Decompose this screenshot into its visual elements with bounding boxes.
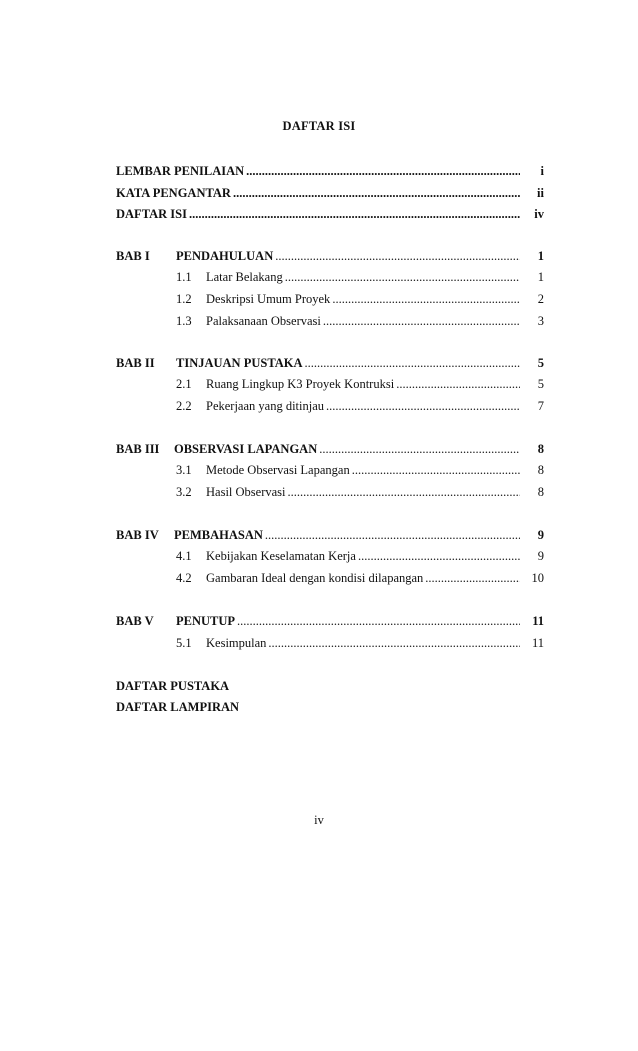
toc-subentry xyxy=(176,312,544,330)
toc-subentry xyxy=(176,375,544,393)
subentry-title: Gambaran Ideal dengan kondisi dilapangan xyxy=(206,571,424,585)
chapter-page: 11 xyxy=(532,614,544,628)
subentry-title: Kesimpulan xyxy=(206,636,267,650)
subentry-page: 3 xyxy=(537,314,544,328)
dot-leader xyxy=(358,547,520,565)
toc-subentry xyxy=(176,569,544,587)
subentry-title: Kebijakan Keselamatan Kerja xyxy=(206,549,356,563)
subentry-number: 4.1 xyxy=(176,549,192,563)
toc-subentry xyxy=(176,634,544,652)
chapter-page: 9 xyxy=(537,528,544,542)
toc-subentry xyxy=(176,547,544,565)
dot-leader xyxy=(288,483,521,501)
chapter-page: 8 xyxy=(537,442,544,456)
dot-leader xyxy=(396,375,520,393)
chapter-number: BAB II xyxy=(116,356,155,370)
toc-chapter xyxy=(116,526,544,544)
chapter-page: 1 xyxy=(537,249,544,263)
toc-subentry xyxy=(176,290,544,308)
subentry-number: 2.1 xyxy=(176,377,192,391)
toc-entry-front xyxy=(116,205,544,223)
dot-leader xyxy=(352,461,520,479)
dot-leader xyxy=(275,247,520,265)
toc-chapter xyxy=(116,247,544,265)
dot-leader xyxy=(285,268,520,286)
subentry-page: 9 xyxy=(537,549,544,563)
chapter-page: 5 xyxy=(537,356,544,370)
toc-entry-back: DAFTAR PUSTAKA xyxy=(116,679,230,693)
toc-entry-front xyxy=(116,184,544,202)
subentry-number: 1.2 xyxy=(176,292,192,306)
page-number: iv xyxy=(314,813,324,827)
dot-leader xyxy=(425,569,520,587)
toc-entry-front xyxy=(116,162,544,180)
dot-leader xyxy=(237,612,520,630)
chapter-title: OBSERVASI LAPANGAN xyxy=(174,442,318,456)
toc-subentry xyxy=(176,483,544,501)
toc-entry-page: iv xyxy=(534,207,544,221)
subentry-page: 2 xyxy=(537,292,544,306)
subentry-page: 1 xyxy=(537,270,544,284)
dot-leader xyxy=(189,205,520,223)
chapter-title: PEMBAHASAN xyxy=(174,528,263,542)
toc-subentry xyxy=(176,268,544,286)
subentry-title: Palaksanaan Observasi xyxy=(206,314,321,328)
page-title: DAFTAR ISI xyxy=(282,119,356,133)
dot-leader xyxy=(305,354,520,372)
subentry-page: 10 xyxy=(531,571,544,585)
dot-leader xyxy=(332,290,520,308)
subentry-number: 3.2 xyxy=(176,485,192,499)
subentry-title: Deskripsi Umum Proyek xyxy=(206,292,331,306)
toc-chapter xyxy=(116,440,544,458)
toc-entry-label: LEMBAR PENILAIAN xyxy=(116,164,245,178)
chapter-title: PENUTUP xyxy=(176,614,236,628)
chapter-title: PENDAHULUAN xyxy=(176,249,274,263)
chapter-number: BAB III xyxy=(116,442,160,456)
dot-leader xyxy=(323,312,520,330)
toc-subentry xyxy=(176,397,544,415)
toc-entry-label: DAFTAR ISI xyxy=(116,207,187,221)
dot-leader xyxy=(319,440,520,458)
subentry-number: 2.2 xyxy=(176,399,192,413)
chapter-number: BAB V xyxy=(116,614,154,628)
dot-leader xyxy=(246,162,520,180)
subentry-number: 3.1 xyxy=(176,463,192,477)
dot-leader xyxy=(268,634,520,652)
subentry-title: Ruang Lingkup K3 Proyek Kontruksi xyxy=(206,377,395,391)
toc-entry-page: ii xyxy=(537,186,544,200)
subentry-title: Latar Belakang xyxy=(206,270,283,284)
chapter-number: BAB I xyxy=(116,249,150,263)
toc-chapter xyxy=(116,612,544,630)
subentry-title: Metode Observasi Lapangan xyxy=(206,463,350,477)
dot-leader xyxy=(233,184,520,202)
subentry-title: Hasil Observasi xyxy=(206,485,286,499)
subentry-page: 5 xyxy=(537,377,544,391)
subentry-number: 5.1 xyxy=(176,636,192,650)
subentry-number: 1.1 xyxy=(176,270,192,284)
chapter-title: TINJAUAN PUSTAKA xyxy=(176,356,303,370)
subentry-page: 8 xyxy=(537,463,544,477)
subentry-title: Pekerjaan yang ditinjau xyxy=(206,399,325,413)
subentry-number: 1.3 xyxy=(176,314,192,328)
subentry-page: 8 xyxy=(537,485,544,499)
toc-subentry xyxy=(176,461,544,479)
dot-leader xyxy=(265,526,520,544)
toc-entry-label: KATA PENGANTAR xyxy=(116,186,231,200)
dot-leader xyxy=(326,397,520,415)
subentry-page: 11 xyxy=(531,636,544,650)
chapter-number: BAB IV xyxy=(116,528,159,542)
toc-chapter xyxy=(116,354,544,372)
toc-entry-back: DAFTAR LAMPIRAN xyxy=(116,700,240,714)
subentry-number: 4.2 xyxy=(176,571,192,585)
toc-entry-page: i xyxy=(540,164,544,178)
subentry-page: 7 xyxy=(537,399,544,413)
